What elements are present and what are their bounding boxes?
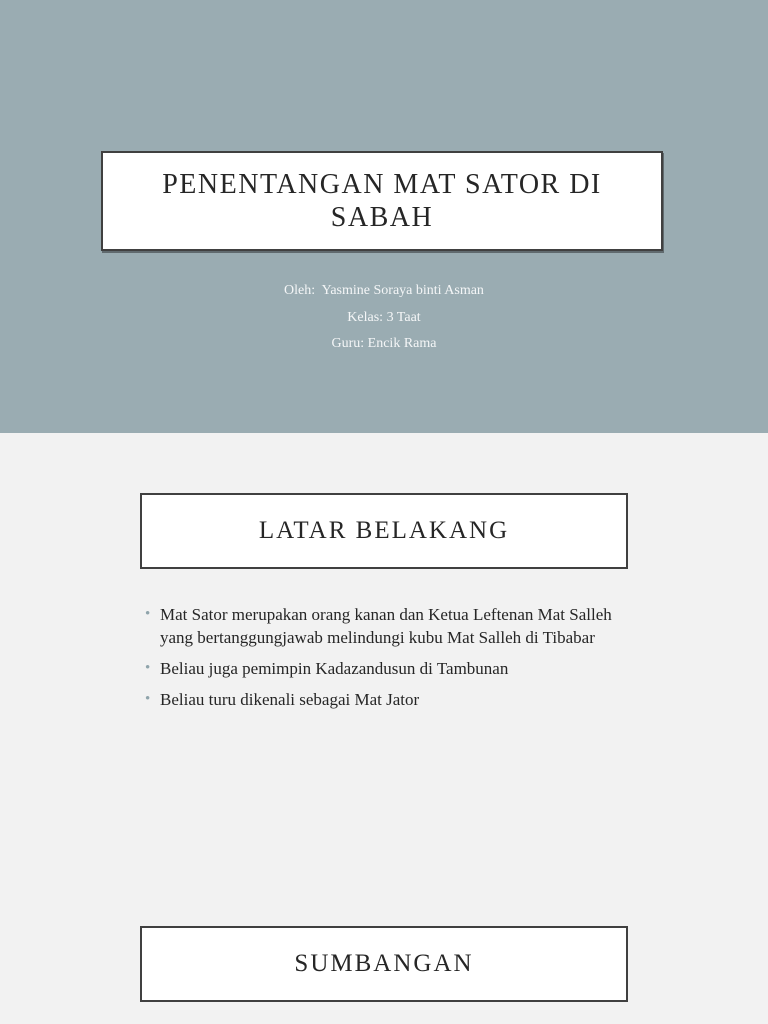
bullet-icon: • [145, 606, 151, 622]
heading-box-latar-belakang [140, 493, 628, 569]
bullet-icon: • [145, 660, 151, 676]
section-heading: LATAR BELAKANG [258, 517, 510, 544]
bullet-list [145, 603, 625, 719]
bullet-item [145, 657, 625, 680]
bullet-text: Mat Sator merupakan orang kanan dan Ketua Leftenan Mat Salleh yang bertanggungjawab melindungi kubu Mat Salleh di Tibabar [160, 605, 612, 647]
section-heading: SUMBANGAN [294, 950, 474, 977]
bullet-item [145, 688, 625, 711]
bullet-icon: • [145, 691, 151, 707]
title-box [101, 151, 663, 251]
title-slide [0, 0, 768, 433]
bullet-text: Beliau juga pemimpin Kadazandusun di Tambunan [160, 659, 509, 678]
slide-title: PENENTANGAN MAT SATOR DI SABAH [162, 169, 602, 233]
teacher-line: Guru: Encik Rama [331, 336, 437, 351]
bullet-item [145, 603, 625, 649]
author-line: Oleh: Yasmine Soraya binti Asman [284, 283, 484, 298]
subtitle-block [0, 278, 768, 358]
heading-box-sumbangan [140, 926, 628, 1002]
bullet-text: Beliau turu dikenali sebagai Mat Jator [160, 690, 420, 709]
class-line: Kelas: 3 Taat [347, 309, 421, 325]
